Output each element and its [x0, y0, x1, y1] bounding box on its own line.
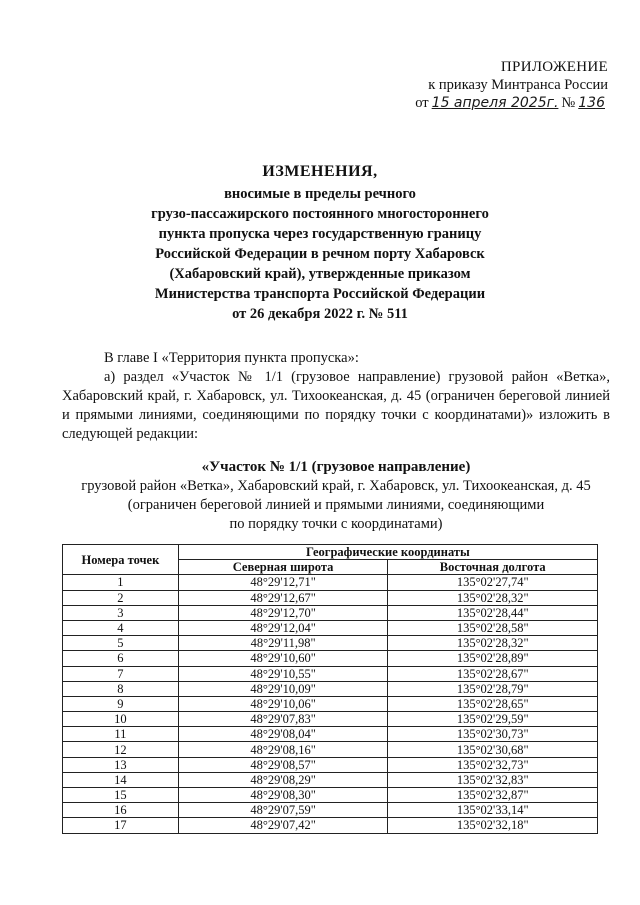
header-lon: Восточная долгота: [388, 560, 598, 575]
latitude-cell: 48°29'12,70": [178, 605, 388, 620]
longitude-cell: 135°02'29,59": [388, 712, 598, 727]
latitude-cell: 48°29'08,04": [178, 727, 388, 742]
latitude-cell: 48°29'07,59": [178, 803, 388, 818]
appendix-block: [408, 58, 608, 112]
point-number-cell: 14: [63, 772, 179, 787]
point-number-cell: 16: [63, 803, 179, 818]
longitude-cell: 135°02'28,44": [388, 605, 598, 620]
paragraph-chapter: В главе I «Территория пункта пропуска»:: [104, 350, 359, 366]
point-number-cell: 13: [63, 757, 179, 772]
latitude-cell: 48°29'08,29": [178, 772, 388, 787]
point-number-cell: 11: [63, 727, 179, 742]
table-row: [63, 605, 598, 620]
body-text: [62, 349, 610, 444]
heading-line: Министерства транспорта Российской Федерации: [154, 286, 486, 302]
latitude-cell: 48°29'10,55": [178, 666, 388, 681]
coordinates-table-body: [63, 575, 598, 833]
longitude-cell: 135°02'28,32": [388, 590, 598, 605]
latitude-cell: 48°29'10,06": [178, 696, 388, 711]
header-lat: Северная широта: [178, 560, 388, 575]
longitude-cell: 135°02'32,83": [388, 772, 598, 787]
handwritten-date: 15 апреля 2025г.: [431, 95, 559, 111]
heading-line: грузо-пассажирского постоянного многостороннего: [151, 206, 489, 222]
heading-main: ИЗМЕНЕНИЯ,: [262, 163, 378, 180]
section-title: «Участок № 1/1 (грузовое направление): [201, 459, 471, 475]
longitude-cell: 135°02'30,73": [388, 727, 598, 742]
heading-line: вносимые в пределы речного: [224, 186, 416, 202]
table-row: [63, 818, 598, 833]
latitude-cell: 48°29'12,71": [178, 575, 388, 590]
longitude-cell: 135°02'28,58": [388, 620, 598, 635]
longitude-cell: 135°02'28,67": [388, 666, 598, 681]
point-number-cell: 2: [63, 590, 179, 605]
latitude-cell: 48°29'08,16": [178, 742, 388, 757]
point-number-cell: 12: [63, 742, 179, 757]
point-number-cell: 1: [63, 575, 179, 590]
point-number-cell: 5: [63, 636, 179, 651]
point-number-cell: 3: [63, 605, 179, 620]
table-row: [63, 788, 598, 803]
number-prefix: №: [561, 95, 576, 111]
appendix-date-row: [408, 94, 608, 112]
heading-line: пункта пропуска через государственную границу: [158, 226, 482, 242]
from-prefix: от: [415, 95, 429, 111]
paragraph-section-a: а) раздел «Участок № 1/1 (грузовое направление) грузовой район «Ветка», Хабаровский край, г. Хабаровск, ул. Тихоокеанская, д. 45 (ограничен береговой линией и прямыми линиями, соединяющими по порядку точки с координатами)» изложить в следующей редакции:: [62, 369, 610, 442]
longitude-cell: 135°02'28,79": [388, 681, 598, 696]
longitude-cell: 135°02'28,65": [388, 696, 598, 711]
heading-line: (Хабаровский край), утвержденные приказом: [169, 266, 471, 282]
table-row: [63, 757, 598, 772]
section-line: (ограничен береговой линией и прямыми линиями, соединяющими: [127, 497, 545, 513]
latitude-cell: 48°29'12,67": [178, 590, 388, 605]
table-row: [63, 651, 598, 666]
table-row: [63, 681, 598, 696]
latitude-cell: 48°29'12,04": [178, 620, 388, 635]
document-heading: [70, 162, 570, 324]
point-number-cell: 4: [63, 620, 179, 635]
longitude-cell: 135°02'27,74": [388, 575, 598, 590]
section-heading: [62, 458, 610, 534]
heading-line: от 26 декабря 2022 г. № 511: [232, 306, 408, 322]
latitude-cell: 48°29'08,30": [178, 788, 388, 803]
table-row: [63, 590, 598, 605]
table-row: [63, 803, 598, 818]
latitude-cell: 48°29'10,60": [178, 651, 388, 666]
longitude-cell: 135°02'28,89": [388, 651, 598, 666]
section-line: по порядку точки с координатами): [229, 516, 443, 532]
header-geo: Географические координаты: [178, 545, 597, 560]
table-row: [63, 636, 598, 651]
table-row: [63, 666, 598, 681]
table-row: [63, 712, 598, 727]
longitude-cell: 135°02'32,18": [388, 818, 598, 833]
table-row: [63, 742, 598, 757]
section-line: грузовой район «Ветка», Хабаровский край, г. Хабаровск, ул. Тихоокеанская, д. 45: [81, 478, 591, 494]
table-row: [63, 727, 598, 742]
appendix-order-line: к приказу Минтранса России: [428, 77, 608, 93]
longitude-cell: 135°02'30,68": [388, 742, 598, 757]
header-points: Номера точек: [63, 545, 179, 575]
point-number-cell: 9: [63, 696, 179, 711]
handwritten-number: 136: [578, 95, 605, 111]
point-number-cell: 7: [63, 666, 179, 681]
table-row: [63, 620, 598, 635]
point-number-cell: 10: [63, 712, 179, 727]
latitude-cell: 48°29'08,57": [178, 757, 388, 772]
longitude-cell: 135°02'32,73": [388, 757, 598, 772]
table-row: [63, 696, 598, 711]
point-number-cell: 17: [63, 818, 179, 833]
latitude-cell: 48°29'10,09": [178, 681, 388, 696]
point-number-cell: 8: [63, 681, 179, 696]
appendix-title: ПРИЛОЖЕНИЕ: [500, 59, 608, 75]
latitude-cell: 48°29'07,83": [178, 712, 388, 727]
heading-line: Российской Федерации в речном порту Хабаровск: [155, 246, 485, 262]
point-number-cell: 6: [63, 651, 179, 666]
table-row: [63, 575, 598, 590]
coordinates-table: [62, 544, 598, 834]
table-row: [63, 772, 598, 787]
latitude-cell: 48°29'07,42": [178, 818, 388, 833]
point-number-cell: 15: [63, 788, 179, 803]
longitude-cell: 135°02'33,14": [388, 803, 598, 818]
longitude-cell: 135°02'28,32": [388, 636, 598, 651]
latitude-cell: 48°29'11,98": [178, 636, 388, 651]
longitude-cell: 135°02'32,87": [388, 788, 598, 803]
